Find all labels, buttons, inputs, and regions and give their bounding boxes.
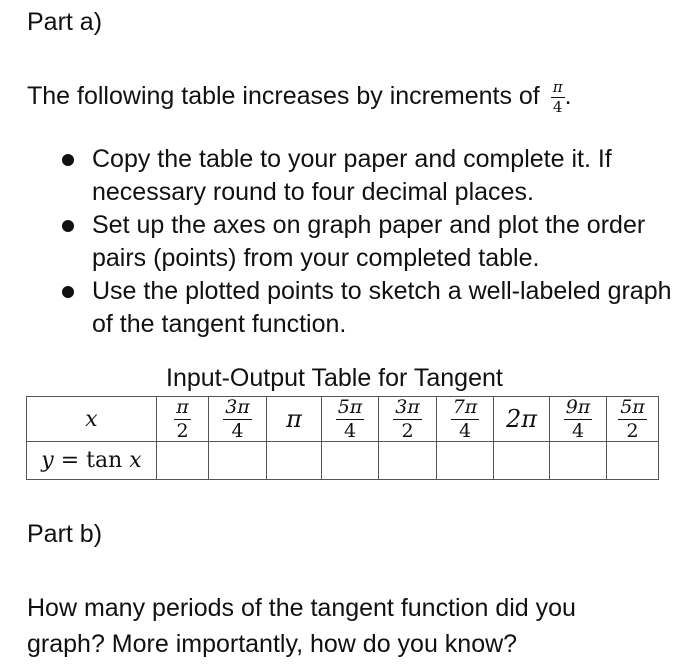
- table-title: Input-Output Table for Tangent: [166, 364, 503, 392]
- bullet-icon: [62, 286, 74, 298]
- output-row: [27, 442, 659, 480]
- input-cell: $\frac{9\pi}{4}$: [550, 397, 607, 442]
- intro-label: The following table increases by increments of: [27, 82, 540, 111]
- output-cell[interactable]: [437, 442, 494, 480]
- input-cell: 2π: [494, 397, 550, 442]
- input-cell: $\frac{5\pi}{4}$: [322, 397, 379, 442]
- output-cell[interactable]: [494, 442, 550, 480]
- list-item: Use the plotted points to sketch a well-labeled graph of the tangent function.: [60, 275, 690, 340]
- part-a-heading: Part a): [27, 8, 103, 36]
- output-header: y = tan x: [27, 442, 157, 480]
- input-cell: π: [267, 397, 322, 442]
- increment-denominator: 4: [552, 98, 563, 116]
- output-cell[interactable]: [209, 442, 267, 480]
- output-cell[interactable]: [607, 442, 659, 480]
- bullet-icon: [62, 154, 74, 166]
- input-row: [27, 397, 659, 442]
- part-b-question: How many periods of the tangent function did you graph? More importantly, how do you know?: [27, 594, 576, 658]
- input-cell: $\frac{3\pi}{2}$: [379, 397, 437, 442]
- instruction-list: [60, 143, 690, 340]
- output-cell[interactable]: [379, 442, 437, 480]
- input-header: x: [27, 397, 157, 442]
- increment-fraction: [551, 80, 565, 115]
- list-item: Set up the axes on graph paper and plot the order pairs (points) from your completed table.: [60, 209, 690, 274]
- part-b-heading: Part b): [27, 520, 103, 548]
- output-cell[interactable]: [322, 442, 379, 480]
- output-cell[interactable]: [550, 442, 607, 480]
- output-cell[interactable]: [157, 442, 209, 480]
- input-cell: $\frac{3\pi}{4}$: [209, 397, 267, 442]
- input-cell: $\frac{7\pi}{4}$: [437, 397, 494, 442]
- input-cell: $\frac{\pi}{2}$: [157, 397, 209, 442]
- output-cell[interactable]: [267, 442, 322, 480]
- list-item: Copy the table to your paper and complete it. If necessary round to four decimal places.: [60, 143, 690, 208]
- bullet-icon: [62, 220, 74, 232]
- intro-text: [27, 80, 572, 115]
- input-cell: $\frac{5\pi}{2}$: [607, 397, 659, 442]
- input-output-table: [26, 396, 659, 480]
- increment-numerator: π: [552, 78, 563, 96]
- intro-period: .: [564, 82, 572, 111]
